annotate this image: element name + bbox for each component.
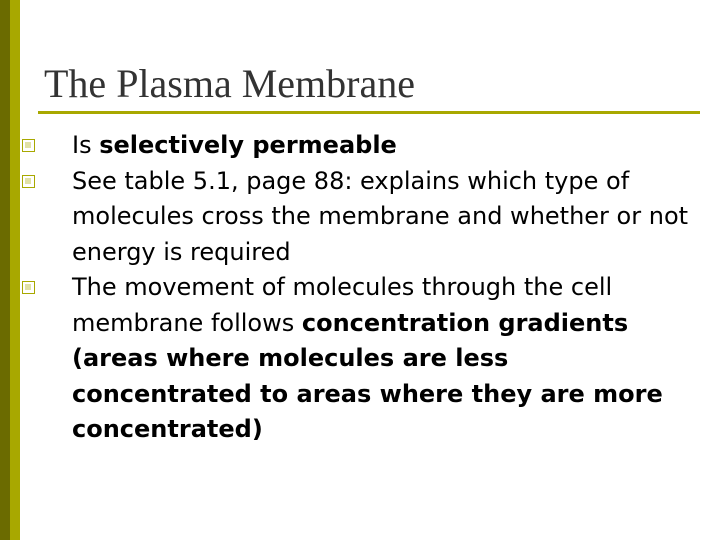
bullet-text-lead: The movement of molecules through the cell membrane follows xyxy=(72,273,613,337)
bullet-text-lead: Is xyxy=(72,131,100,159)
slide-title: The Plasma Membrane xyxy=(44,61,415,106)
square-bullet-icon xyxy=(22,139,35,152)
square-bullet-icon xyxy=(22,175,35,188)
bullet-text-bold: concentration gradients (areas where molecules are less concentrated to areas where they are more concentrated) xyxy=(72,308,663,443)
bullet-item-selectively-permeable xyxy=(22,128,692,164)
title-underline xyxy=(38,111,700,114)
bullet-text-bold: selectively permeable xyxy=(99,131,397,159)
bullet-text-lead: See table 5.1, page 88: explains which type of molecules cross the membrane and whether or not energy is required xyxy=(72,166,689,266)
sidebar-light-stripe xyxy=(10,0,20,540)
square-bullet-icon xyxy=(22,281,35,294)
bullet-item-table-reference xyxy=(22,164,692,271)
sidebar-dark-stripe xyxy=(0,0,10,540)
bullet-item-concentration-gradients xyxy=(22,270,692,448)
bullet-list xyxy=(22,128,692,448)
